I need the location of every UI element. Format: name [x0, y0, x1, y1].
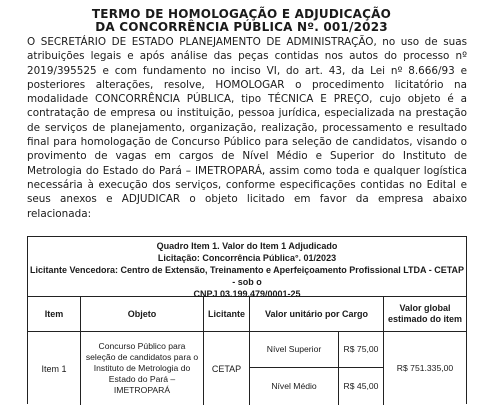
document-title: TERMO DE HOMOLOGAÇÃO E ADJUDICAÇÃO — [91, 7, 392, 21]
column-header-licitante: Licitante — [204, 297, 250, 332]
homologation-text: O SECRETÁRIO DE ESTADO PLANEJAMENTO DE ADMINISTRAÇÃO, no uso de suas atribuições legais e após análise das peças contidas nos autos do processo nº 2019/395525 e com fundamento no inciso VI, do art. 43, da Lei nº 8.666/93 e posteriores alterações, resolve, HOMOLOGAR o procedimento licitatório na modalidade CONCORRÊNCIA PÚBLICA, tipo TÉCNICA E PREÇO, cujo objeto é a contratação de empresa ou instituição, pessoa jurídica, especializada na prestação de serviços de planejamento, organização, realização, processamento e resultado final para homologação de Concurso Público para seleção de candidatos, visando o provimento de vagas em cargos de Nível Médio e Superior do Instituto de Metrologia do Estado do Pará – IMETROPARÁ, assim como toda e qualquer logística necessária à execução dos serviços, conforme especificações contidas no Edital e seus anexos e ADJUDICAR o objeto licitado em favor da empresa abaixo relacionada: — [27, 36, 467, 220]
document-subtitle: DA CONCORRÊNCIA PÚBLICA Nº. 001/2023 — [95, 20, 388, 34]
column-header-objeto: Objeto — [81, 297, 204, 332]
table-header-block — [28, 237, 466, 297]
adjudication-table — [27, 236, 467, 404]
cell-nivel-medio: Nível Médio — [250, 368, 339, 405]
cell-valor-global: R$ 751.335,00 — [396, 363, 454, 373]
cell-licitante: CETAP — [204, 332, 250, 405]
column-header-valor-unitario: Valor unitário por Cargo — [250, 297, 384, 332]
table-header-title: Quadro Item 1. Valor do Item 1 Adjudicado — [156, 241, 338, 251]
cell-nivel-superior: Nível Superior — [250, 332, 339, 368]
table-header-licitante: Licitante Vencedora: Centro de Extensão, Treinamento e Aperfeiçoamento Profissional LTDA - CETAP - sob o — [29, 265, 465, 287]
table-header-cnpj: CNPJ 03.199.479/0001-25 — [193, 289, 301, 299]
column-header-item: Item — [28, 297, 81, 332]
cell-valor-medio: R$ 45,00 — [339, 368, 384, 405]
cell-valor-superior: R$ 75,00 — [339, 332, 384, 368]
column-header-valor-global: Valor global estimado do item — [384, 297, 466, 332]
table-header-licitacao: Licitação: Concorrência Pública°. 01/2023 — [157, 253, 337, 263]
cell-item: Item 1 — [28, 332, 81, 405]
cell-objeto: Concurso Público para seleção de candidatos para o Instituto de Metrologia do Estado do Pará – IMETROPARÁ — [81, 332, 204, 405]
